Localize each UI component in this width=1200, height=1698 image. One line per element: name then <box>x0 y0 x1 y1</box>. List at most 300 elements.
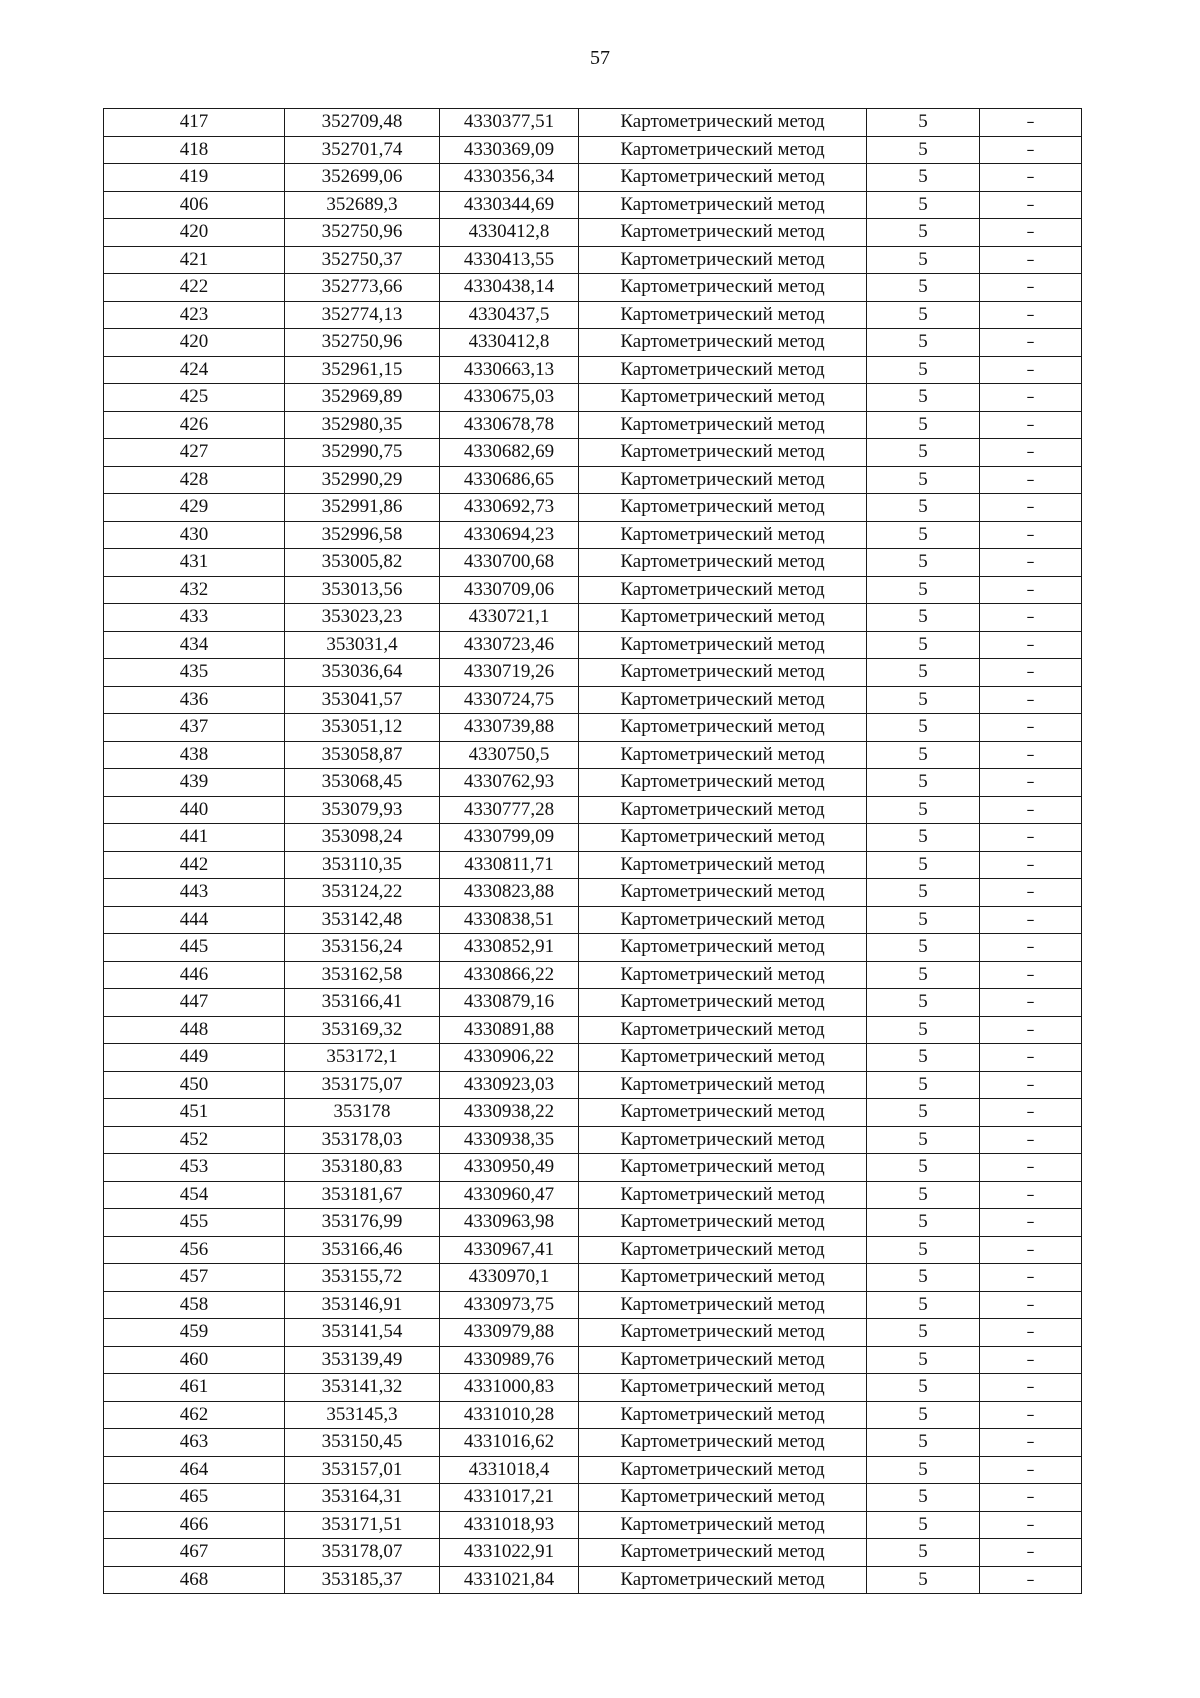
method-cell: Картометрический метод <box>579 824 867 852</box>
coordinates-table-body <box>104 109 1082 1594</box>
table-row <box>104 1209 1082 1237</box>
method-cell: Картометрический метод <box>579 1401 867 1429</box>
table-row <box>104 1181 1082 1209</box>
table-row <box>104 1566 1082 1594</box>
point-number-cell: 440 <box>104 796 285 824</box>
method-cell: Картометрический метод <box>579 466 867 494</box>
table-row <box>104 439 1082 467</box>
description-cell: – <box>980 1126 1082 1154</box>
x-coordinate-cell: 353176,99 <box>285 1209 440 1237</box>
point-number-cell: 449 <box>104 1044 285 1072</box>
point-number-cell: 459 <box>104 1319 285 1347</box>
method-cell: Картометрический метод <box>579 1264 867 1292</box>
description-cell: – <box>980 301 1082 329</box>
point-number-cell: 464 <box>104 1456 285 1484</box>
accuracy-cell: 5 <box>867 1044 980 1072</box>
point-number-cell: 443 <box>104 879 285 907</box>
method-cell: Картометрический метод <box>579 1126 867 1154</box>
point-number-cell: 406 <box>104 191 285 219</box>
description-cell: – <box>980 219 1082 247</box>
method-cell: Картометрический метод <box>579 1291 867 1319</box>
description-cell: – <box>980 989 1082 1017</box>
description-cell: – <box>980 686 1082 714</box>
method-cell: Картометрический метод <box>579 1456 867 1484</box>
y-coordinate-cell: 4330960,47 <box>440 1181 579 1209</box>
description-cell: – <box>980 1511 1082 1539</box>
description-cell: – <box>980 329 1082 357</box>
x-coordinate-cell: 352774,13 <box>285 301 440 329</box>
description-cell: – <box>980 109 1082 137</box>
page-number: 57 <box>590 47 610 69</box>
x-coordinate-cell: 353178,03 <box>285 1126 440 1154</box>
point-number-cell: 444 <box>104 906 285 934</box>
y-coordinate-cell: 4330906,22 <box>440 1044 579 1072</box>
accuracy-cell: 5 <box>867 604 980 632</box>
method-cell: Картометрический метод <box>579 1511 867 1539</box>
method-cell: Картометрический метод <box>579 136 867 164</box>
y-coordinate-cell: 4330678,78 <box>440 411 579 439</box>
method-cell: Картометрический метод <box>579 191 867 219</box>
method-cell: Картометрический метод <box>579 714 867 742</box>
x-coordinate-cell: 353110,35 <box>285 851 440 879</box>
x-coordinate-cell: 353141,54 <box>285 1319 440 1347</box>
method-cell: Картометрический метод <box>579 219 867 247</box>
x-coordinate-cell: 353169,32 <box>285 1016 440 1044</box>
description-cell: – <box>980 1099 1082 1127</box>
y-coordinate-cell: 4330356,34 <box>440 164 579 192</box>
accuracy-cell: 5 <box>867 329 980 357</box>
accuracy-cell: 5 <box>867 659 980 687</box>
y-coordinate-cell: 4330799,09 <box>440 824 579 852</box>
point-number-cell: 458 <box>104 1291 285 1319</box>
x-coordinate-cell: 353031,4 <box>285 631 440 659</box>
method-cell: Картометрический метод <box>579 1209 867 1237</box>
accuracy-cell: 5 <box>867 961 980 989</box>
table-row <box>104 906 1082 934</box>
description-cell: – <box>980 1484 1082 1512</box>
table-row <box>104 934 1082 962</box>
y-coordinate-cell: 4330412,8 <box>440 219 579 247</box>
table-row <box>104 1291 1082 1319</box>
description-cell: – <box>980 631 1082 659</box>
y-coordinate-cell: 4330950,49 <box>440 1154 579 1182</box>
point-number-cell: 452 <box>104 1126 285 1154</box>
description-cell: – <box>980 466 1082 494</box>
accuracy-cell: 5 <box>867 741 980 769</box>
accuracy-cell: 5 <box>867 136 980 164</box>
y-coordinate-cell: 4330938,35 <box>440 1126 579 1154</box>
y-coordinate-cell: 4330967,41 <box>440 1236 579 1264</box>
method-cell: Картометрический метод <box>579 576 867 604</box>
table-row <box>104 356 1082 384</box>
method-cell: Картометрический метод <box>579 549 867 577</box>
method-cell: Картометрический метод <box>579 604 867 632</box>
method-cell: Картометрический метод <box>579 301 867 329</box>
point-number-cell: 454 <box>104 1181 285 1209</box>
method-cell: Картометрический метод <box>579 1346 867 1374</box>
point-number-cell: 431 <box>104 549 285 577</box>
description-cell: – <box>980 714 1082 742</box>
method-cell: Картометрический метод <box>579 934 867 962</box>
method-cell: Картометрический метод <box>579 1319 867 1347</box>
accuracy-cell: 5 <box>867 1264 980 1292</box>
method-cell: Картометрический метод <box>579 989 867 1017</box>
x-coordinate-cell: 353041,57 <box>285 686 440 714</box>
description-cell: – <box>980 549 1082 577</box>
accuracy-cell: 5 <box>867 356 980 384</box>
y-coordinate-cell: 4330823,88 <box>440 879 579 907</box>
description-cell: – <box>980 411 1082 439</box>
table-row <box>104 274 1082 302</box>
x-coordinate-cell: 353145,3 <box>285 1401 440 1429</box>
x-coordinate-cell: 353166,41 <box>285 989 440 1017</box>
y-coordinate-cell: 4330989,76 <box>440 1346 579 1374</box>
accuracy-cell: 5 <box>867 1099 980 1127</box>
method-cell: Картометрический метод <box>579 164 867 192</box>
accuracy-cell: 5 <box>867 301 980 329</box>
point-number-cell: 445 <box>104 934 285 962</box>
table-row <box>104 1456 1082 1484</box>
x-coordinate-cell: 352990,75 <box>285 439 440 467</box>
accuracy-cell: 5 <box>867 989 980 1017</box>
table-row <box>104 741 1082 769</box>
accuracy-cell: 5 <box>867 1154 980 1182</box>
x-coordinate-cell: 353058,87 <box>285 741 440 769</box>
table-row <box>104 1264 1082 1292</box>
accuracy-cell: 5 <box>867 1126 980 1154</box>
table-row <box>104 1126 1082 1154</box>
description-cell: – <box>980 439 1082 467</box>
method-cell: Картометрический метод <box>579 1099 867 1127</box>
point-number-cell: 453 <box>104 1154 285 1182</box>
y-coordinate-cell: 4330979,88 <box>440 1319 579 1347</box>
method-cell: Картометрический метод <box>579 246 867 274</box>
x-coordinate-cell: 352689,3 <box>285 191 440 219</box>
method-cell: Картометрический метод <box>579 1374 867 1402</box>
description-cell: – <box>980 1154 1082 1182</box>
accuracy-cell: 5 <box>867 1181 980 1209</box>
y-coordinate-cell: 4331000,83 <box>440 1374 579 1402</box>
table-row <box>104 1511 1082 1539</box>
table-row <box>104 631 1082 659</box>
y-coordinate-cell: 4330344,69 <box>440 191 579 219</box>
table-row <box>104 164 1082 192</box>
method-cell: Картометрический метод <box>579 1181 867 1209</box>
accuracy-cell: 5 <box>867 1456 980 1484</box>
accuracy-cell: 5 <box>867 191 980 219</box>
point-number-cell: 428 <box>104 466 285 494</box>
table-row <box>104 961 1082 989</box>
table-row <box>104 604 1082 632</box>
table-row <box>104 1099 1082 1127</box>
method-cell: Картометрический метод <box>579 274 867 302</box>
description-cell: – <box>980 961 1082 989</box>
x-coordinate-cell: 353023,23 <box>285 604 440 632</box>
point-number-cell: 437 <box>104 714 285 742</box>
x-coordinate-cell: 353180,83 <box>285 1154 440 1182</box>
method-cell: Картометрический метод <box>579 879 867 907</box>
x-coordinate-cell: 353150,45 <box>285 1429 440 1457</box>
point-number-cell: 421 <box>104 246 285 274</box>
accuracy-cell: 5 <box>867 219 980 247</box>
description-cell: – <box>980 274 1082 302</box>
accuracy-cell: 5 <box>867 906 980 934</box>
y-coordinate-cell: 4331017,21 <box>440 1484 579 1512</box>
y-coordinate-cell: 4330739,88 <box>440 714 579 742</box>
y-coordinate-cell: 4330377,51 <box>440 109 579 137</box>
x-coordinate-cell: 353185,37 <box>285 1566 440 1594</box>
y-coordinate-cell: 4330866,22 <box>440 961 579 989</box>
description-cell: – <box>980 1264 1082 1292</box>
x-coordinate-cell: 352750,96 <box>285 329 440 357</box>
description-cell: – <box>980 576 1082 604</box>
table-row <box>104 494 1082 522</box>
table-row <box>104 384 1082 412</box>
point-number-cell: 447 <box>104 989 285 1017</box>
description-cell: – <box>980 1401 1082 1429</box>
table-row <box>104 1346 1082 1374</box>
point-number-cell: 427 <box>104 439 285 467</box>
table-row <box>104 989 1082 1017</box>
accuracy-cell: 5 <box>867 549 980 577</box>
point-number-cell: 451 <box>104 1099 285 1127</box>
x-coordinate-cell: 353068,45 <box>285 769 440 797</box>
description-cell: – <box>980 851 1082 879</box>
x-coordinate-cell: 353178 <box>285 1099 440 1127</box>
point-number-cell: 446 <box>104 961 285 989</box>
y-coordinate-cell: 4330663,13 <box>440 356 579 384</box>
table-row <box>104 1044 1082 1072</box>
accuracy-cell: 5 <box>867 1429 980 1457</box>
description-cell: – <box>980 659 1082 687</box>
point-number-cell: 420 <box>104 329 285 357</box>
y-coordinate-cell: 4330437,5 <box>440 301 579 329</box>
y-coordinate-cell: 4331010,28 <box>440 1401 579 1429</box>
table-row <box>104 1484 1082 1512</box>
accuracy-cell: 5 <box>867 1346 980 1374</box>
y-coordinate-cell: 4330973,75 <box>440 1291 579 1319</box>
point-number-cell: 417 <box>104 109 285 137</box>
description-cell: – <box>980 246 1082 274</box>
point-number-cell: 465 <box>104 1484 285 1512</box>
point-number-cell: 441 <box>104 824 285 852</box>
accuracy-cell: 5 <box>867 164 980 192</box>
point-number-cell: 425 <box>104 384 285 412</box>
accuracy-cell: 5 <box>867 411 980 439</box>
table-row <box>104 879 1082 907</box>
accuracy-cell: 5 <box>867 1401 980 1429</box>
method-cell: Картометрический метод <box>579 1429 867 1457</box>
y-coordinate-cell: 4331018,4 <box>440 1456 579 1484</box>
description-cell: – <box>980 191 1082 219</box>
y-coordinate-cell: 4330852,91 <box>440 934 579 962</box>
x-coordinate-cell: 353166,46 <box>285 1236 440 1264</box>
accuracy-cell: 5 <box>867 879 980 907</box>
accuracy-cell: 5 <box>867 1071 980 1099</box>
point-number-cell: 456 <box>104 1236 285 1264</box>
method-cell: Картометрический метод <box>579 1016 867 1044</box>
x-coordinate-cell: 353164,31 <box>285 1484 440 1512</box>
y-coordinate-cell: 4330692,73 <box>440 494 579 522</box>
point-number-cell: 430 <box>104 521 285 549</box>
method-cell: Картометрический метод <box>579 411 867 439</box>
x-coordinate-cell: 352996,58 <box>285 521 440 549</box>
x-coordinate-cell: 353013,56 <box>285 576 440 604</box>
x-coordinate-cell: 353146,91 <box>285 1291 440 1319</box>
point-number-cell: 429 <box>104 494 285 522</box>
y-coordinate-cell: 4330413,55 <box>440 246 579 274</box>
table-row <box>104 1539 1082 1567</box>
x-coordinate-cell: 353098,24 <box>285 824 440 852</box>
point-number-cell: 450 <box>104 1071 285 1099</box>
description-cell: – <box>980 796 1082 824</box>
description-cell: – <box>980 741 1082 769</box>
method-cell: Картометрический метод <box>579 741 867 769</box>
table-row <box>104 136 1082 164</box>
table-row <box>104 1071 1082 1099</box>
table-row <box>104 301 1082 329</box>
accuracy-cell: 5 <box>867 934 980 962</box>
y-coordinate-cell: 4330700,68 <box>440 549 579 577</box>
table-row <box>104 1374 1082 1402</box>
method-cell: Картометрический метод <box>579 659 867 687</box>
description-cell: – <box>980 356 1082 384</box>
table-row <box>104 191 1082 219</box>
point-number-cell: 463 <box>104 1429 285 1457</box>
accuracy-cell: 5 <box>867 769 980 797</box>
method-cell: Картометрический метод <box>579 1071 867 1099</box>
point-number-cell: 420 <box>104 219 285 247</box>
x-coordinate-cell: 353124,22 <box>285 879 440 907</box>
accuracy-cell: 5 <box>867 1319 980 1347</box>
table-row <box>104 329 1082 357</box>
table-row <box>104 659 1082 687</box>
y-coordinate-cell: 4330675,03 <box>440 384 579 412</box>
description-cell: – <box>980 1016 1082 1044</box>
description-cell: – <box>980 494 1082 522</box>
method-cell: Картометрический метод <box>579 1539 867 1567</box>
table-row <box>104 549 1082 577</box>
point-number-cell: 442 <box>104 851 285 879</box>
y-coordinate-cell: 4330709,06 <box>440 576 579 604</box>
y-coordinate-cell: 4330838,51 <box>440 906 579 934</box>
accuracy-cell: 5 <box>867 439 980 467</box>
x-coordinate-cell: 353181,67 <box>285 1181 440 1209</box>
accuracy-cell: 5 <box>867 631 980 659</box>
table-row <box>104 1319 1082 1347</box>
description-cell: – <box>980 1429 1082 1457</box>
x-coordinate-cell: 352699,06 <box>285 164 440 192</box>
point-number-cell: 467 <box>104 1539 285 1567</box>
description-cell: – <box>980 1346 1082 1374</box>
description-cell: – <box>980 1456 1082 1484</box>
x-coordinate-cell: 352750,96 <box>285 219 440 247</box>
x-coordinate-cell: 353051,12 <box>285 714 440 742</box>
point-number-cell: 448 <box>104 1016 285 1044</box>
point-number-cell: 424 <box>104 356 285 384</box>
x-coordinate-cell: 352990,29 <box>285 466 440 494</box>
description-cell: – <box>980 1539 1082 1567</box>
accuracy-cell: 5 <box>867 109 980 137</box>
point-number-cell: 462 <box>104 1401 285 1429</box>
accuracy-cell: 5 <box>867 466 980 494</box>
description-cell: – <box>980 1181 1082 1209</box>
table-row <box>104 109 1082 137</box>
y-coordinate-cell: 4330762,93 <box>440 769 579 797</box>
y-coordinate-cell: 4330719,26 <box>440 659 579 687</box>
accuracy-cell: 5 <box>867 714 980 742</box>
method-cell: Картометрический метод <box>579 1044 867 1072</box>
x-coordinate-cell: 353005,82 <box>285 549 440 577</box>
description-cell: – <box>980 1236 1082 1264</box>
description-cell: – <box>980 164 1082 192</box>
method-cell: Картометрический метод <box>579 1566 867 1594</box>
accuracy-cell: 5 <box>867 1484 980 1512</box>
point-number-cell: 433 <box>104 604 285 632</box>
method-cell: Картометрический метод <box>579 329 867 357</box>
point-number-cell: 434 <box>104 631 285 659</box>
x-coordinate-cell: 352773,66 <box>285 274 440 302</box>
table-row <box>104 521 1082 549</box>
table-row <box>104 1154 1082 1182</box>
method-cell: Картометрический метод <box>579 686 867 714</box>
method-cell: Картометрический метод <box>579 384 867 412</box>
accuracy-cell: 5 <box>867 1374 980 1402</box>
x-coordinate-cell: 352991,86 <box>285 494 440 522</box>
accuracy-cell: 5 <box>867 576 980 604</box>
x-coordinate-cell: 353079,93 <box>285 796 440 824</box>
accuracy-cell: 5 <box>867 1209 980 1237</box>
method-cell: Картометрический метод <box>579 961 867 989</box>
table-row <box>104 769 1082 797</box>
y-coordinate-cell: 4330694,23 <box>440 521 579 549</box>
table-row <box>104 1016 1082 1044</box>
y-coordinate-cell: 4330891,88 <box>440 1016 579 1044</box>
y-coordinate-cell: 4330970,1 <box>440 1264 579 1292</box>
accuracy-cell: 5 <box>867 521 980 549</box>
table-row <box>104 1236 1082 1264</box>
y-coordinate-cell: 4330412,8 <box>440 329 579 357</box>
description-cell: – <box>980 1374 1082 1402</box>
y-coordinate-cell: 4330721,1 <box>440 604 579 632</box>
x-coordinate-cell: 352750,37 <box>285 246 440 274</box>
y-coordinate-cell: 4330963,98 <box>440 1209 579 1237</box>
table-row <box>104 824 1082 852</box>
description-cell: – <box>980 1044 1082 1072</box>
y-coordinate-cell: 4331016,62 <box>440 1429 579 1457</box>
y-coordinate-cell: 4330723,46 <box>440 631 579 659</box>
method-cell: Картометрический метод <box>579 439 867 467</box>
method-cell: Картометрический метод <box>579 851 867 879</box>
x-coordinate-cell: 352980,35 <box>285 411 440 439</box>
y-coordinate-cell: 4330369,09 <box>440 136 579 164</box>
accuracy-cell: 5 <box>867 824 980 852</box>
description-cell: – <box>980 879 1082 907</box>
table-row <box>104 576 1082 604</box>
point-number-cell: 438 <box>104 741 285 769</box>
table-row <box>104 851 1082 879</box>
accuracy-cell: 5 <box>867 1291 980 1319</box>
method-cell: Картометрический метод <box>579 494 867 522</box>
description-cell: – <box>980 824 1082 852</box>
accuracy-cell: 5 <box>867 274 980 302</box>
x-coordinate-cell: 353156,24 <box>285 934 440 962</box>
description-cell: – <box>980 384 1082 412</box>
description-cell: – <box>980 1071 1082 1099</box>
table-row <box>104 466 1082 494</box>
accuracy-cell: 5 <box>867 796 980 824</box>
point-number-cell: 435 <box>104 659 285 687</box>
